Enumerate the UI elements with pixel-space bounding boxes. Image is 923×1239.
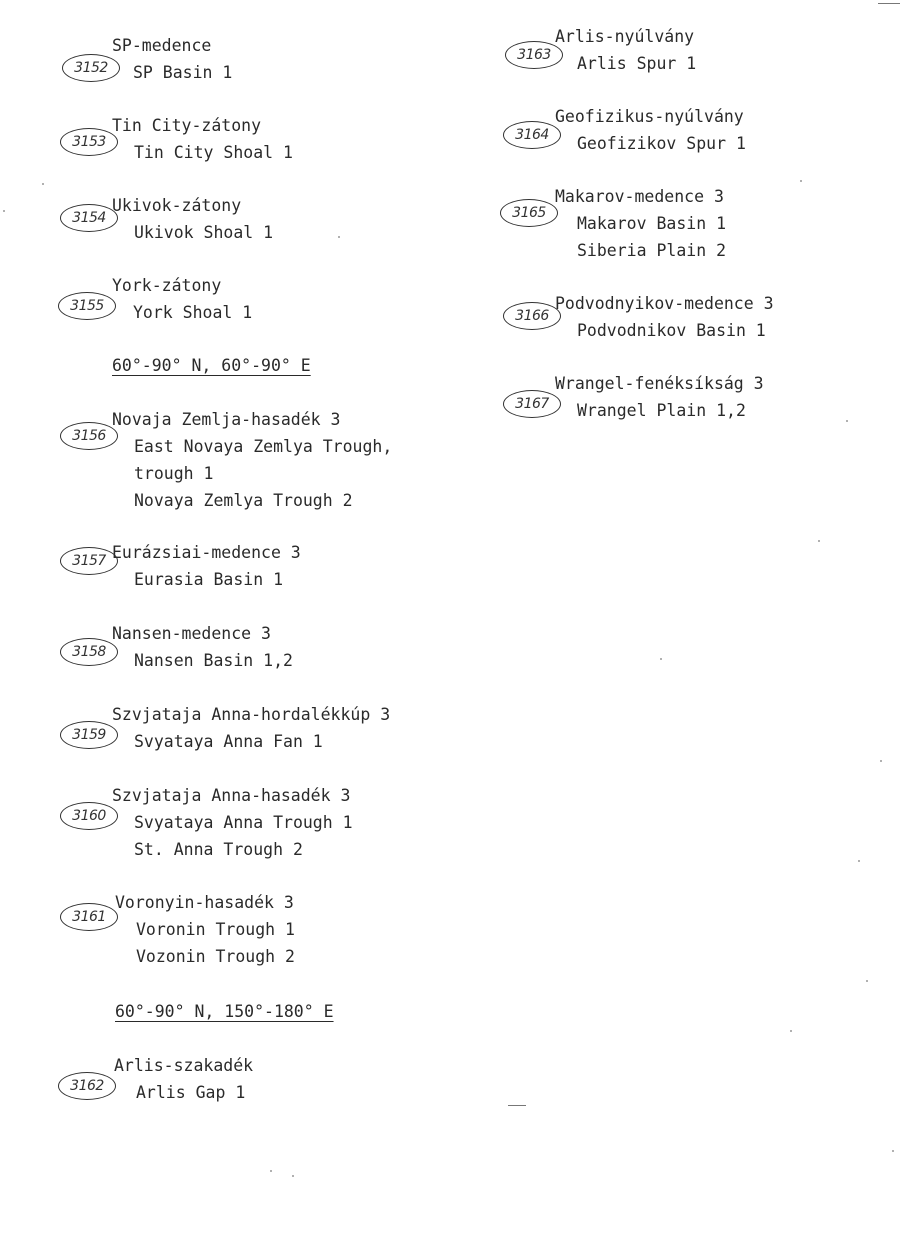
- scan-speck: [660, 658, 662, 660]
- entry-number-badge: 3167: [503, 390, 561, 418]
- entry-english-name: SP Basin 1: [133, 63, 233, 82]
- entry-english-name: Voronin Trough 1: [136, 920, 295, 939]
- scan-mark: [878, 3, 900, 4]
- entry-number-badge: 3159: [60, 721, 118, 749]
- entry-english-name: York Shoal 1: [133, 303, 253, 322]
- entry-hungarian-name: Eurázsiai-medence 3: [112, 543, 301, 562]
- entry-english-name: Podvodnikov Basin 1: [577, 321, 766, 340]
- scan-speck: [292, 1175, 294, 1177]
- scan-speck: [270, 1170, 272, 1172]
- scan-speck: [338, 236, 340, 238]
- scan-speck: [846, 420, 848, 422]
- entry-hungarian-name: York-zátony: [112, 276, 222, 295]
- entry-english-name: Svyataya Anna Fan 1: [134, 732, 323, 751]
- entry-hungarian-name: Voronyin-hasadék 3: [115, 893, 294, 912]
- entry-hungarian-name: Tin City-zátony: [112, 116, 262, 135]
- scan-speck: [800, 180, 802, 182]
- scan-speck: [3, 210, 5, 212]
- entry-hungarian-name: Arlis-nyúlvány: [555, 27, 695, 46]
- scan-speck: [818, 540, 820, 542]
- entry-english-name: Eurasia Basin 1: [134, 570, 284, 589]
- scan-speck: [858, 860, 860, 862]
- entry-english-name-cont: trough 1: [134, 464, 214, 483]
- entry-number-badge: 3156: [60, 422, 118, 450]
- entry-english-name: Wrangel Plain 1,2: [577, 401, 746, 420]
- entry-english-name: Ukivok Shoal 1: [134, 223, 274, 242]
- entry-english-name: Svyataya Anna Trough 1: [134, 813, 353, 832]
- entry-number-badge: 3157: [60, 547, 118, 575]
- entry-hungarian-name: Szvjataja Anna-hordalékkúp 3: [112, 705, 391, 724]
- entry-number-badge: 3155: [58, 292, 116, 320]
- entry-number-badge: 3166: [503, 302, 561, 330]
- entry-hungarian-name: Novaja Zemlja-hasadék 3: [112, 410, 341, 429]
- entry-number-badge: 3154: [60, 204, 118, 232]
- scan-speck: [866, 980, 868, 982]
- entry-english-name: Tin City Shoal 1: [134, 143, 293, 162]
- entry-english-name: Arlis Spur 1: [577, 54, 697, 73]
- entry-number-badge: 3153: [60, 128, 118, 156]
- scan-speck: [42, 183, 44, 185]
- entry-number-badge: 3162: [58, 1072, 116, 1100]
- entry-hungarian-name: Nansen-medence 3: [112, 624, 271, 643]
- entry-english-name: Makarov Basin 1: [577, 214, 727, 233]
- entry-hungarian-name: Geofizikus-nyúlvány: [555, 107, 744, 126]
- entry-alt-name: Siberia Plain 2: [577, 241, 727, 260]
- entry-hungarian-name: Arlis-szakadék: [114, 1056, 254, 1075]
- scan-speck: [892, 1150, 894, 1152]
- entry-english-name: Geofizikov Spur 1: [577, 134, 746, 153]
- section-heading: 60°-90° N, 60°-90° E: [112, 356, 311, 375]
- entry-hungarian-name: SP-medence: [112, 36, 212, 55]
- entry-number-badge: 3161: [60, 903, 118, 931]
- scan-speck: [880, 760, 882, 762]
- entry-hungarian-name: Szvjataja Anna-hasadék 3: [112, 786, 351, 805]
- entry-english-name: Arlis Gap 1: [136, 1083, 246, 1102]
- entry-number-badge: 3164: [503, 121, 561, 149]
- entry-alt-name: Novaya Zemlya Trough 2: [134, 491, 353, 510]
- entry-number-badge: 3163: [505, 41, 563, 69]
- scan-mark: [508, 1105, 526, 1106]
- entry-english-name: Nansen Basin 1,2: [134, 651, 293, 670]
- entry-alt-name: Vozonin Trough 2: [136, 947, 295, 966]
- entry-alt-name: St. Anna Trough 2: [134, 840, 303, 859]
- entry-number-badge: 3165: [500, 199, 558, 227]
- entry-number-badge: 3158: [60, 638, 118, 666]
- entry-english-name: East Novaya Zemlya Trough,: [134, 437, 393, 456]
- section-heading: 60°-90° N, 150°-180° E: [115, 1002, 334, 1021]
- entry-number-badge: 3152: [62, 54, 120, 82]
- entry-hungarian-name: Podvodnyikov-medence 3: [555, 294, 774, 313]
- entry-hungarian-name: Wrangel-fenéksíkság 3: [555, 374, 764, 393]
- scan-speck: [790, 1030, 792, 1032]
- entry-hungarian-name: Makarov-medence 3: [555, 187, 724, 206]
- entry-number-badge: 3160: [60, 802, 118, 830]
- entry-hungarian-name: Ukivok-zátony: [112, 196, 242, 215]
